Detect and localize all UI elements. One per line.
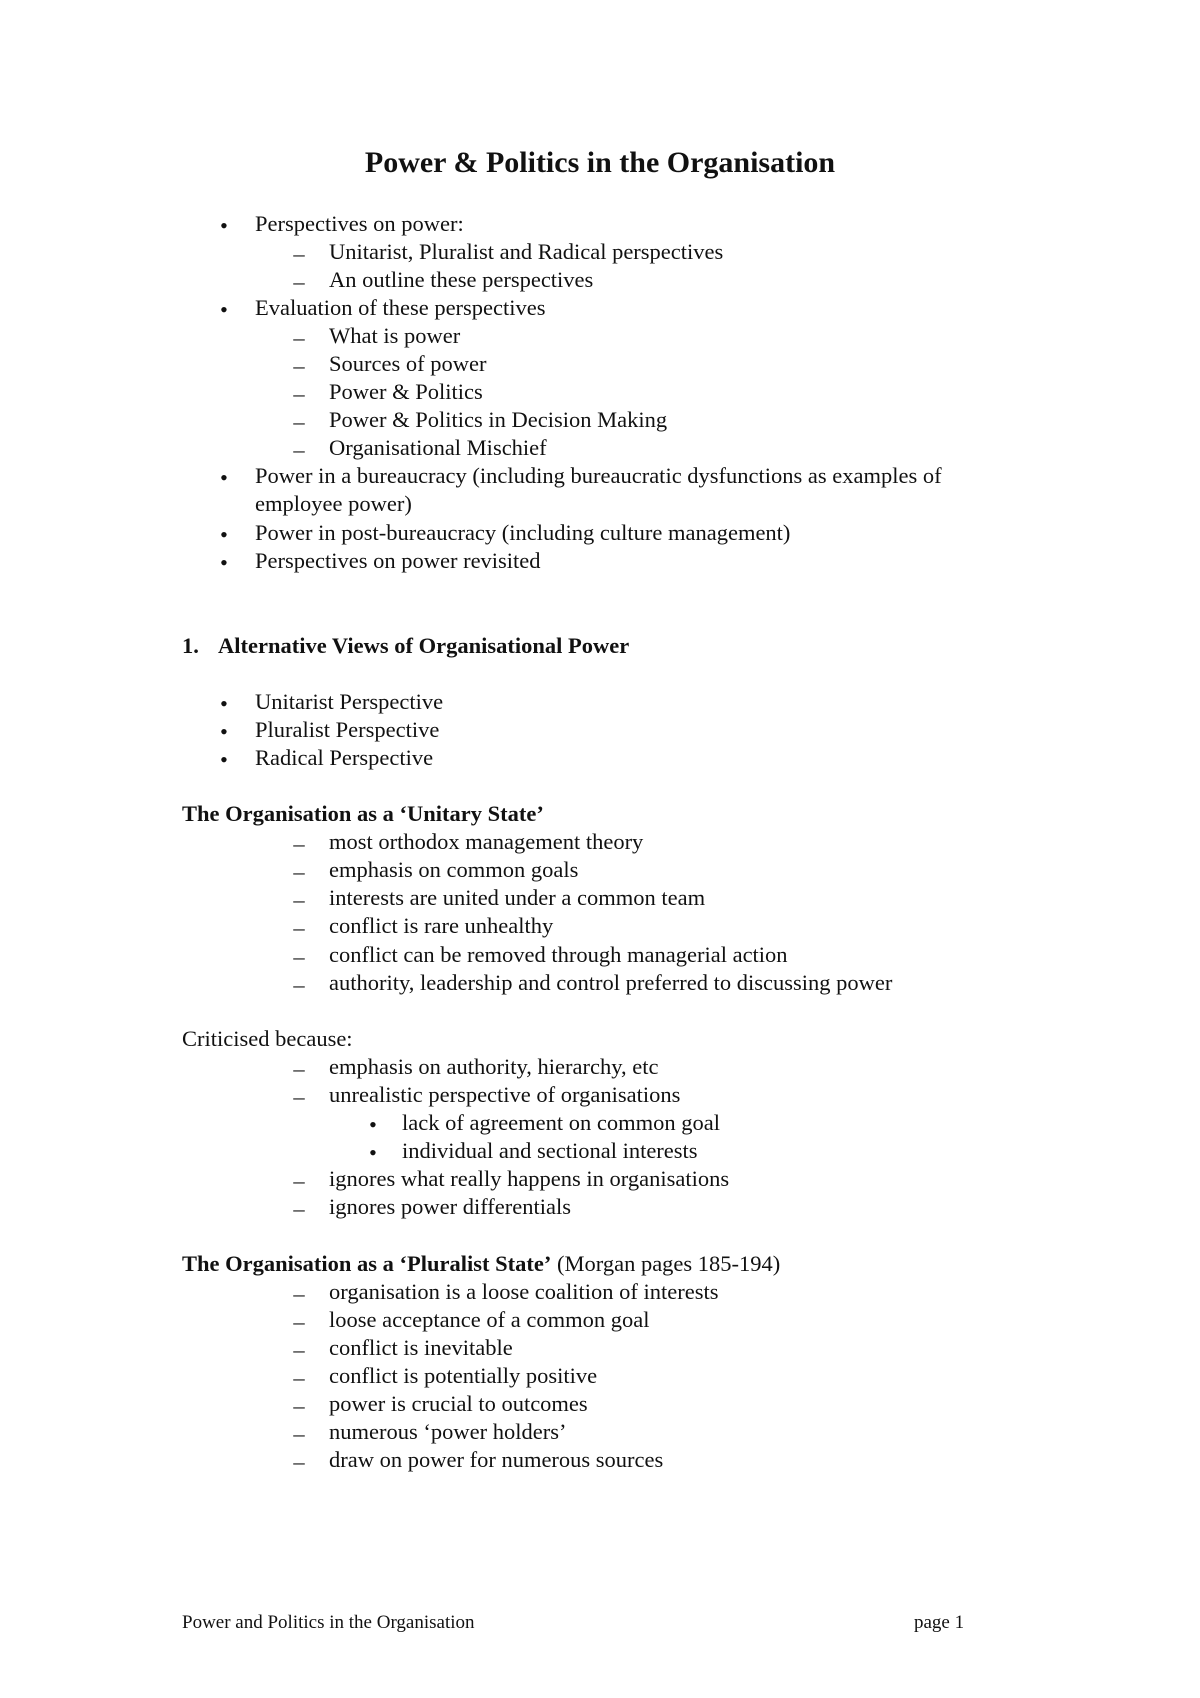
dash: – [293, 1365, 305, 1390]
outline-item: Evaluation of these perspectives [255, 295, 546, 320]
criticism-point: ignores power differentials [329, 1194, 572, 1219]
outline-subitem: Sources of power [329, 351, 487, 376]
page-number: page 1 [914, 1612, 965, 1633]
dash: – [293, 325, 305, 350]
dash: – [293, 1084, 305, 1109]
outline-subitem: Power & Politics in Decision Making [329, 407, 668, 432]
outline-item: Power in a bureaucracy (including bureaucratic dysfunctions as examples of [255, 463, 942, 488]
dash: – [293, 409, 305, 434]
criticism-point: ignores what really happens in organisations [329, 1166, 730, 1191]
pluralist-point: numerous ‘power holders’ [329, 1419, 567, 1444]
section-number: 1. [182, 633, 199, 658]
bullet: • [220, 719, 228, 744]
criticism-point: unrealistic perspective of organisations [329, 1082, 681, 1107]
section-heading: Alternative Views of Organisational Power [218, 633, 630, 658]
perspective-item: Unitarist Perspective [255, 689, 444, 714]
bullet: • [220, 550, 228, 575]
pluralist-point: loose acceptance of a common goal [329, 1307, 650, 1332]
dash: – [293, 1281, 305, 1306]
criticism-subpoint: individual and sectional interests [402, 1138, 698, 1163]
bullet: • [369, 1112, 377, 1137]
dash: – [293, 859, 305, 884]
outline-subitem: Organisational Mischief [329, 435, 547, 460]
unitary-point: conflict is rare unhealthy [329, 913, 554, 938]
dash: – [293, 1393, 305, 1418]
pluralist-heading-line [182, 1253, 780, 1276]
bullet: • [220, 691, 228, 716]
dash: – [293, 241, 305, 266]
footer-title: Power and Politics in the Organisation [182, 1612, 475, 1633]
pluralist-point: conflict is inevitable [329, 1335, 513, 1360]
pluralist-heading: The Organisation as a ‘Pluralist State’ [182, 1251, 552, 1276]
unitary-point: interests are united under a common team [329, 885, 706, 910]
unitary-heading: The Organisation as a ‘Unitary State’ [182, 801, 544, 826]
dash: – [293, 1056, 305, 1081]
bullet: • [220, 213, 228, 238]
bullet: • [220, 465, 228, 490]
outline-subitem: Power & Politics [329, 379, 483, 404]
outline-subitem: Unitarist, Pluralist and Radical perspectives [329, 239, 724, 264]
dash: – [293, 1309, 305, 1334]
outline-subitem: What is power [329, 323, 461, 348]
bullet: • [220, 297, 228, 322]
dash: – [293, 972, 305, 997]
dash: – [293, 1168, 305, 1193]
outline-item-continuation: employee power) [255, 491, 412, 516]
bullet: • [220, 747, 228, 772]
outline-item: Perspectives on power: [255, 211, 464, 236]
pluralist-point: conflict is potentially positive [329, 1363, 598, 1388]
dash: – [293, 1337, 305, 1362]
criticised-label: Criticised because: [182, 1026, 353, 1051]
dash: – [293, 381, 305, 406]
pluralist-point: power is crucial to outcomes [329, 1391, 588, 1416]
dash: – [293, 831, 305, 856]
dash: – [293, 887, 305, 912]
dash: – [293, 915, 305, 940]
unitary-point: authority, leadership and control preferred to discussing power [329, 970, 893, 995]
dash: – [293, 1196, 305, 1221]
perspective-item: Pluralist Perspective [255, 717, 440, 742]
unitary-point: emphasis on common goals [329, 857, 579, 882]
pluralist-point: organisation is a loose coalition of interests [329, 1279, 719, 1304]
perspective-item: Radical Perspective [255, 745, 434, 770]
dash: – [293, 1421, 305, 1446]
pluralist-reference: (Morgan pages 185-194) [551, 1251, 781, 1276]
page-title: Power & Politics in the Organisation [364, 146, 836, 179]
dash: – [293, 944, 305, 969]
criticism-point: emphasis on authority, hierarchy, etc [329, 1054, 659, 1079]
bullet: • [369, 1140, 377, 1165]
bullet: • [220, 522, 228, 547]
dash: – [293, 1449, 305, 1474]
dash: – [293, 269, 305, 294]
unitary-point: conflict can be removed through managerial action [329, 942, 788, 967]
pluralist-point: draw on power for numerous sources [329, 1447, 664, 1472]
outline-subitem: An outline these perspectives [329, 267, 594, 292]
dash: – [293, 353, 305, 378]
dash: – [293, 437, 305, 462]
outline-item: Power in post-bureaucracy (including culture management) [255, 520, 791, 545]
outline-item: Perspectives on power revisited [255, 548, 541, 573]
unitary-point: most orthodox management theory [329, 829, 644, 854]
criticism-subpoint: lack of agreement on common goal [402, 1110, 721, 1135]
